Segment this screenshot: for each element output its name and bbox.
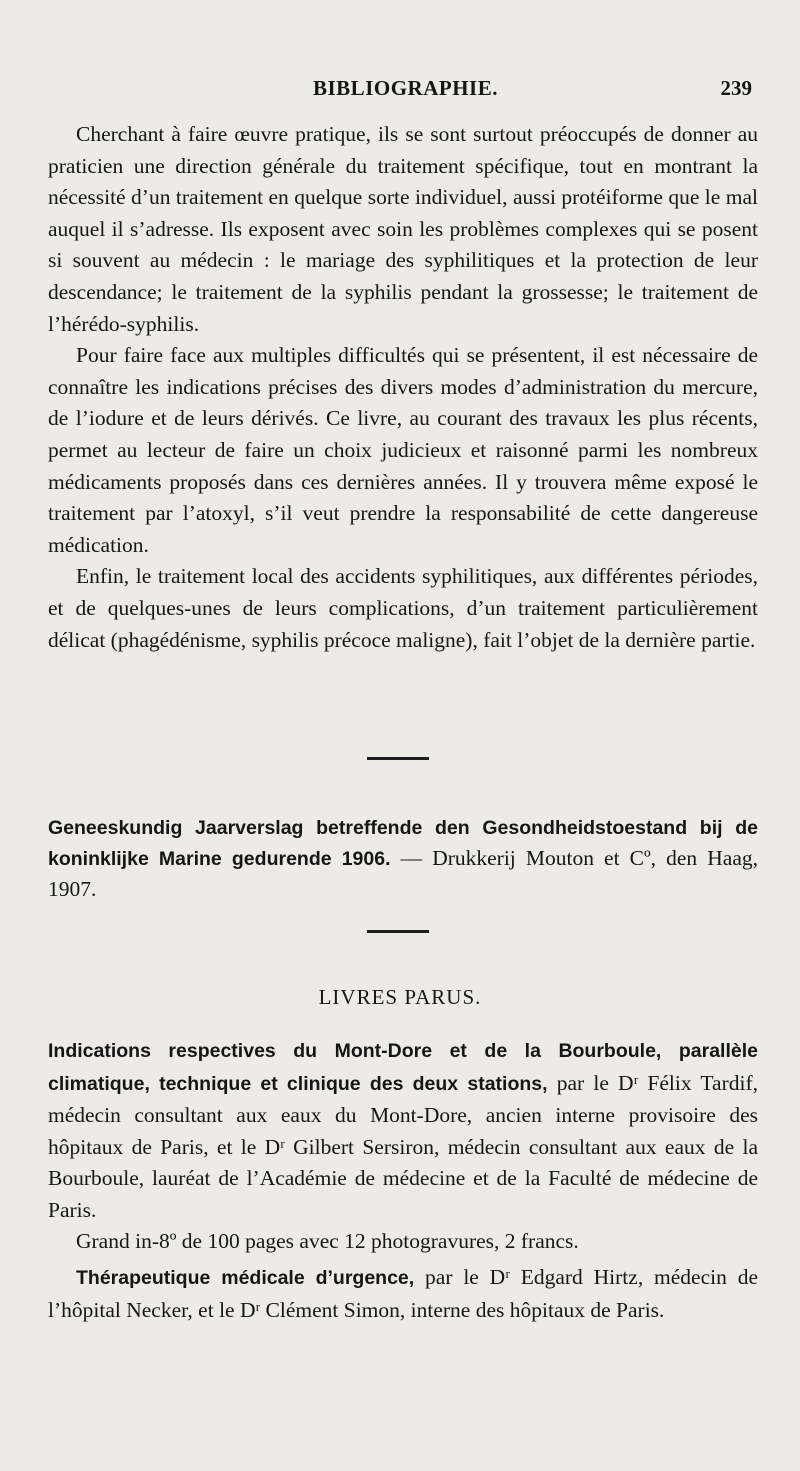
page-number: 239 xyxy=(720,76,752,100)
paragraph-2: Pour faire face aux multiples difficultés qui se présentent, il est nécessaire de connaître les indications précises des divers modes d’administration du mercure, de l’iodure et de leurs dérivés. Ce livre, au courant des travaux les plus récents, permet au lecteur de faire un choix judicieux et raisonné parmi les nombreux médicaments proposés dans ces dernières années. Il y trouvera même exposé le traitement par l’atoxyl, s’il veut prendre la responsabilité de cette dangereuse médication. xyxy=(48,343,758,557)
page-header xyxy=(0,76,800,106)
separator-rule xyxy=(367,930,429,933)
bibliography-entry-mont-dore xyxy=(48,1035,758,1258)
separator-rule xyxy=(367,757,429,760)
entry-title: Indications respectives du Mont-Dore et de la Bourboule, parallèle climatique, technique et clinique des deux stations, xyxy=(48,1040,758,1095)
entry-authors: par le Dʳ Félix Tardif, médecin consultant aux eaux du Mont-Dore, ancien interne provisoire des hôpitaux de Paris, et le Dʳ Gilbert Sersiron, médecin consultant aux eaux de la Bourboule, lauréat de l’Académie de médecine et de la Faculté de médecine de Paris. xyxy=(48,1070,758,1222)
entry-title: Geneeskundig Jaarverslag betreffende den Gesondheidstoestand bij de koninklijke Marine gedurende 1906. xyxy=(48,817,758,870)
paragraph-3: Enfin, le traitement local des accidents syphilitiques, aux différentes périodes, et de quelques-unes de leurs complications, d’un traitement particulièrement délicat (phagédénisme, syphilis précoce maligne), fait l’objet de la dernière partie. xyxy=(48,564,758,652)
entry-format: Grand in-8º de 100 pages avec 12 photogravures, 2 francs. xyxy=(76,1229,579,1253)
bibliography-entry-therapeutique xyxy=(48,1262,758,1326)
paragraph-1: Cherchant à faire œuvre pratique, ils se sont surtout préoccupés de donner au praticien une direction générale du traitement spécifique, tout en montrant la nécessité d’un traitement en quelque sorte individuel, aussi protéiforme que le mal auquel il s’adresse. Ils exposent avec soin les problèmes complexes qui se posent si souvent au médecin : le mariage des syphilitiques et la protection de leur descendance; le traitement de la syphilis pendant la grossesse; le traitement de l’hérédo-syphilis. xyxy=(48,122,758,336)
entry-publisher: — Drukkerij Mouton et Cº, den Haag, 1907. xyxy=(48,846,758,901)
running-title: BIBLIOGRAPHIE. xyxy=(313,76,498,100)
entry-authors: par le Dʳ Edgard Hirtz, médecin de l’hôpital Necker, et le Dʳ Clément Simon, interne des hôpitaux de Paris. xyxy=(48,1265,758,1322)
section-heading: LIVRES PARUS. xyxy=(318,985,482,1009)
entry-title: Thérapeutique médicale d’urgence, xyxy=(76,1267,415,1289)
review-continuation xyxy=(48,119,758,656)
bibliography-entry-jaarverslag xyxy=(48,812,758,904)
